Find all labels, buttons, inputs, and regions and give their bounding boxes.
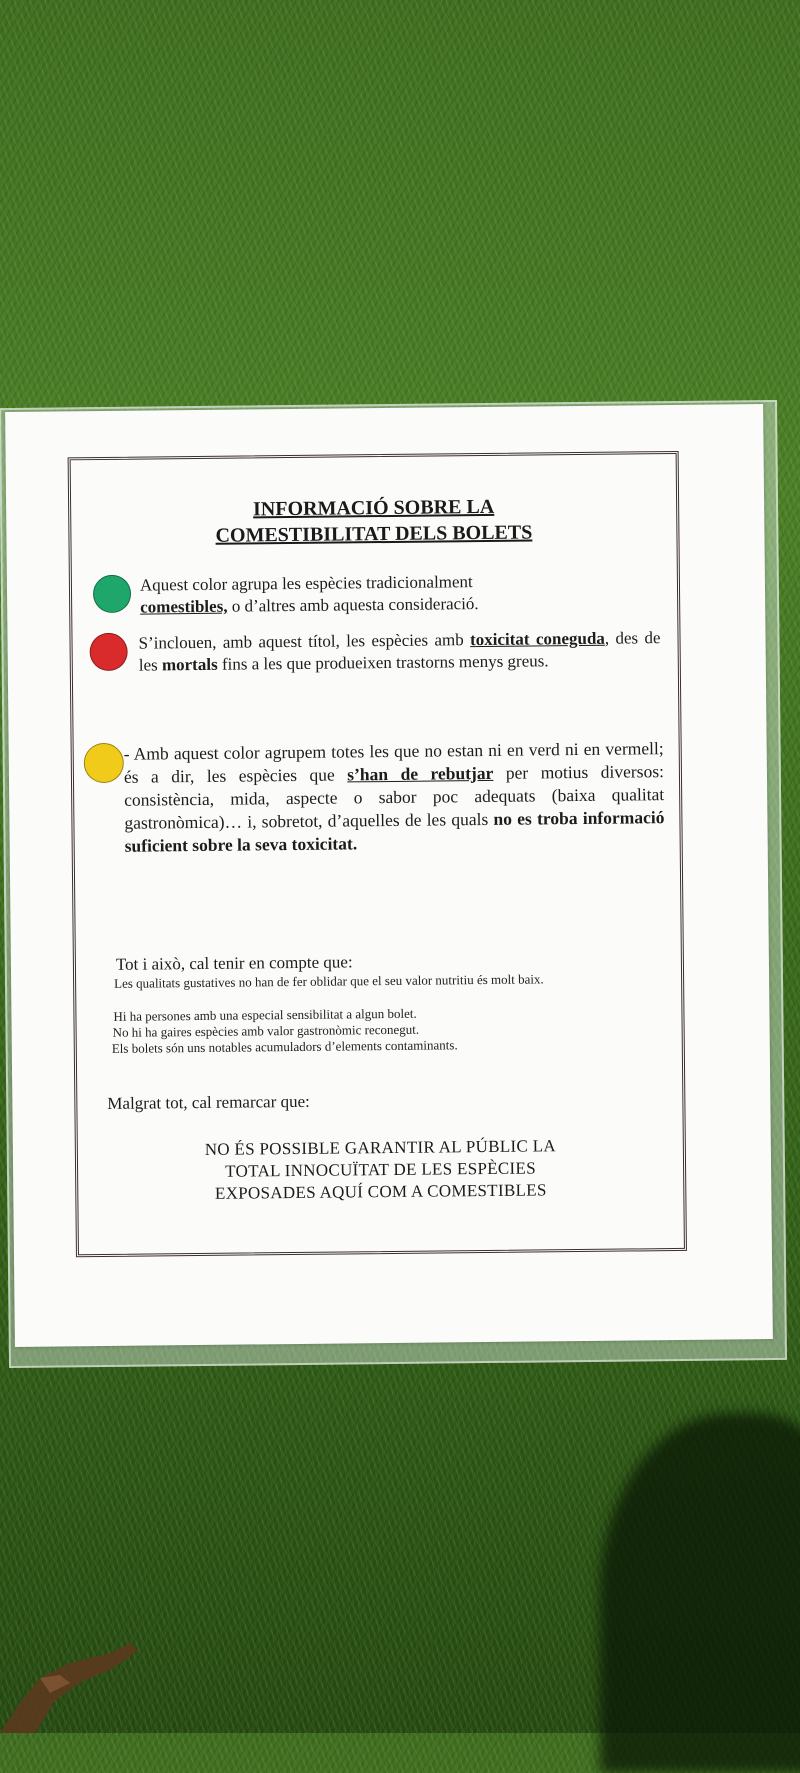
title-line-2: COMESTIBILITAT DELS BOLETS <box>215 521 533 547</box>
consideration-item: Hi ha persones amb una especial sensibilitat a algun bolet. <box>113 1005 417 1024</box>
shadow <box>600 1413 800 1773</box>
twig <box>0 1583 140 1733</box>
considerations-lead: Tot i això, cal tenir en compte que: <box>115 952 353 974</box>
green-description: Aquest color agrupa les espècies tradicionalment comestibles, o d’altres amb aquesta consideració. <box>139 572 479 617</box>
insufficient-info-term: no es troba informació suficient sobre la seva toxicitat. <box>124 807 665 856</box>
safety-warning: NO ÉS POSSIBLE GARANTIR AL PÚBLIC LA TOTAL INNOCUÏTAT DE LES ESPÈCIES EXPOSADES AQUÍ COM A COMESTIBLES <box>204 1136 557 1203</box>
deadly-term: mortals <box>161 654 218 675</box>
remark-lead: Malgrat tot, cal remarcar que: <box>107 1091 310 1113</box>
yellow-dot <box>84 743 124 783</box>
consideration-item: No hi ha gaires espècies amb valor gastronòmic reconegut. <box>112 1021 420 1040</box>
toxicity-term: toxicitat coneguda <box>469 628 605 650</box>
notice-title <box>71 492 677 550</box>
consideration-item: Els bolets són uns notables acumuladors d’elements contaminants. <box>111 1037 458 1056</box>
yellow-description: - Amb aquest color agrupem totes les que no estan ni en verd ni en vermell; és a dir, les espècies que s’han de rebutjar per motius diversos: consistència, mida, aspecte o sabor poc adequats (baixa qualitat gastronòmica)… i, sobretot, d’aquelles de les quals no es troba informació suficient sobre la seva toxicitat. <box>123 738 665 856</box>
notice-border <box>68 451 687 1257</box>
red-description: S’inclouen, amb aquest títol, les espècies amb toxicitat coneguda, des de les mortals fins a les que produeixen trastorns menys greus. <box>138 628 661 675</box>
reject-term: s’han de rebutjar <box>347 762 494 785</box>
consideration-item: Les qualitats gustatives no han de fer oblidar que el seu valor nutritiu és molt baix. <box>114 971 544 991</box>
title-line-1: INFORMACIÓ SOBRE LA <box>252 495 495 521</box>
green-dot <box>93 575 131 613</box>
edible-term: comestibles, <box>140 596 228 617</box>
red-dot <box>89 633 127 671</box>
notice-sheet <box>5 404 773 1347</box>
